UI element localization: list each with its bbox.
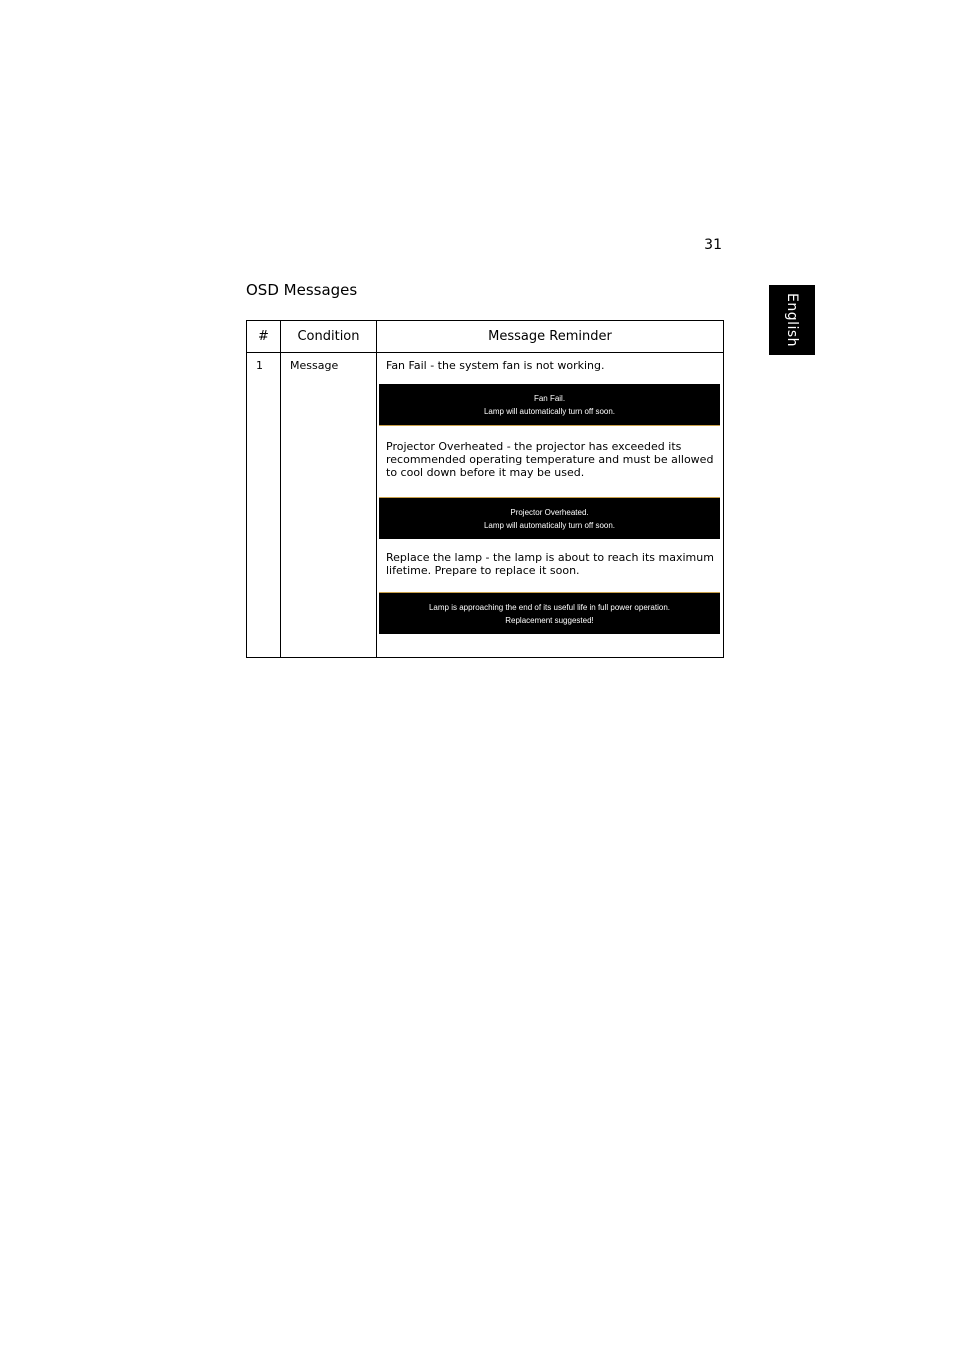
osd-line: Lamp will automatically turn off soon. xyxy=(483,520,616,530)
header-condition: Condition xyxy=(281,321,377,353)
fan-fail-description: Fan Fail - the system fan is not working. xyxy=(386,359,605,372)
osd-line: Replacement suggested! xyxy=(505,615,594,625)
overheated-description: Projector Overheated - the projector has exceeded its recommended operating temperature and must be allowed to cool down before it may be used. xyxy=(386,440,714,479)
osd-line: Fan Fail. xyxy=(533,393,566,403)
row-condition: Message xyxy=(281,353,377,658)
fan-fail-osd-box xyxy=(379,384,720,426)
table-header-row xyxy=(247,321,724,353)
row-number: 1 xyxy=(247,353,281,658)
header-message-reminder: Message Reminder xyxy=(377,321,724,353)
row-messages xyxy=(377,353,724,658)
osd-messages-table xyxy=(246,320,724,658)
osd-line: Lamp will automatically turn off soon. xyxy=(483,406,616,416)
page-number: 31 xyxy=(704,237,722,253)
osd-line: Projector Overheated. xyxy=(510,507,589,517)
osd-line: Lamp is approaching the end of its useful life in full power operation. xyxy=(428,602,671,612)
replace-lamp-description: Replace the lamp - the lamp is about to reach its maximum lifetime. Prepare to replace it soon. xyxy=(386,551,714,577)
table-row xyxy=(247,353,724,658)
section-title: OSD Messages xyxy=(246,281,358,299)
overheated-osd-box xyxy=(379,497,720,539)
header-number: # xyxy=(247,321,281,353)
language-tab xyxy=(769,285,815,355)
language-tab-label: English xyxy=(784,292,800,348)
replace-lamp-osd-box xyxy=(379,592,720,634)
